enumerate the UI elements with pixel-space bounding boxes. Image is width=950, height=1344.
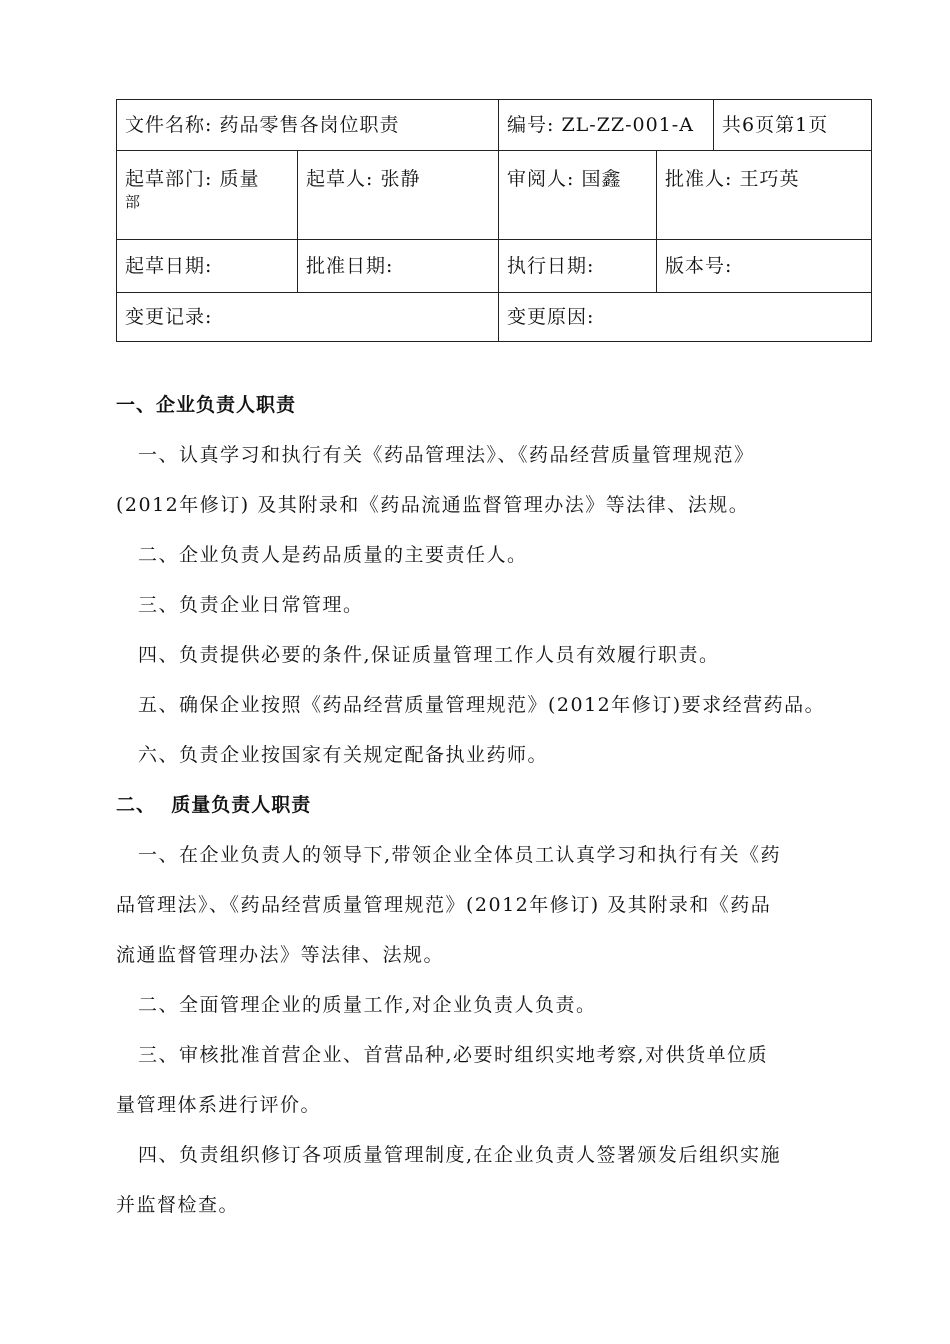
- change-reason-cell: 变更原因:: [499, 293, 872, 342]
- draft-dept-label: 起草部门: 质量: [125, 168, 260, 190]
- paragraph-line: 流通监督管理办法》等法律、法规。: [116, 944, 445, 966]
- draft-dept-cell: [117, 151, 298, 240]
- paragraph: [116, 1030, 876, 1130]
- reviewer-cell: 审阅人: 国鑫: [499, 151, 657, 240]
- paragraph-line: 一、认真学习和执行有关《药品管理法》、《药品经营质量管理规范》: [138, 444, 755, 466]
- paragraph: [116, 680, 876, 730]
- section-heading-2: 二、 质量负责人职责: [116, 794, 312, 816]
- document-header-table: [116, 99, 872, 342]
- paragraph-line: (2012年修订) 及其附录和《药品流通监督管理办法》等法律、法规。: [116, 494, 750, 516]
- paragraph-line: 四、负责提供必要的条件,保证质量管理工作人员有效履行职责。: [138, 644, 720, 666]
- paragraph-line: 四、负责组织修订各项质量管理制度,在企业负责人签署颁发后组织实施: [138, 1144, 782, 1166]
- header-row-2: [117, 151, 872, 240]
- exec-date-cell: 执行日期:: [499, 240, 657, 293]
- paragraph: [116, 430, 876, 530]
- section-heading-1: 一、企业负责人职责: [116, 394, 297, 416]
- document-body: [116, 380, 876, 1230]
- version-cell: 版本号:: [657, 240, 872, 293]
- approver-cell: 批准人: 王巧英: [657, 151, 872, 240]
- draft-dept-tail: 部: [125, 193, 142, 211]
- paragraph-line: 量管理体系进行评价。: [116, 1094, 322, 1116]
- paragraph: [116, 830, 876, 980]
- header-row-1: [117, 100, 872, 151]
- paragraph-line: 品管理法》、《药品经营质量管理规范》(2012年修订) 及其附录和《药品: [116, 894, 772, 916]
- header-row-4: [117, 293, 872, 342]
- change-record-cell: 变更记录:: [117, 293, 499, 342]
- approve-date-cell: 批准日期:: [298, 240, 499, 293]
- drafter-cell: 起草人: 张静: [298, 151, 499, 240]
- paragraph: [116, 980, 876, 1030]
- paragraph-line: 六、负责企业按国家有关规定配备执业药师。: [138, 744, 549, 766]
- paragraph-line: 五、确保企业按照《药品经营质量管理规范》(2012年修订)要求经营药品。: [138, 694, 826, 716]
- paragraph: [116, 730, 876, 780]
- paragraph-line: 三、负责企业日常管理。: [138, 594, 364, 616]
- paragraph-line: 二、全面管理企业的质量工作,对企业负责人负责。: [138, 994, 597, 1016]
- paragraph: [116, 630, 876, 680]
- paragraph-line: 三、审核批准首营企业、首营品种,必要时组织实地考察,对供货单位质: [138, 1044, 769, 1066]
- paragraph: [116, 530, 876, 580]
- paragraph-line: 二、企业负责人是药品质量的主要责任人。: [138, 544, 528, 566]
- page-count-cell: 共6页第1页: [714, 100, 872, 151]
- paragraph: [116, 1130, 876, 1230]
- header-row-3: [117, 240, 872, 293]
- paragraph-line: 并监督检查。: [116, 1194, 240, 1216]
- doc-number-cell: 编号: ZL-ZZ-001-A: [499, 100, 714, 151]
- paragraph-line: 一、在企业负责人的领导下,带领企业全体员工认真学习和执行有关《药: [138, 844, 782, 866]
- file-name-cell: 文件名称: 药品零售各岗位职责: [117, 100, 499, 151]
- draft-date-cell: 起草日期:: [117, 240, 298, 293]
- paragraph: [116, 580, 876, 630]
